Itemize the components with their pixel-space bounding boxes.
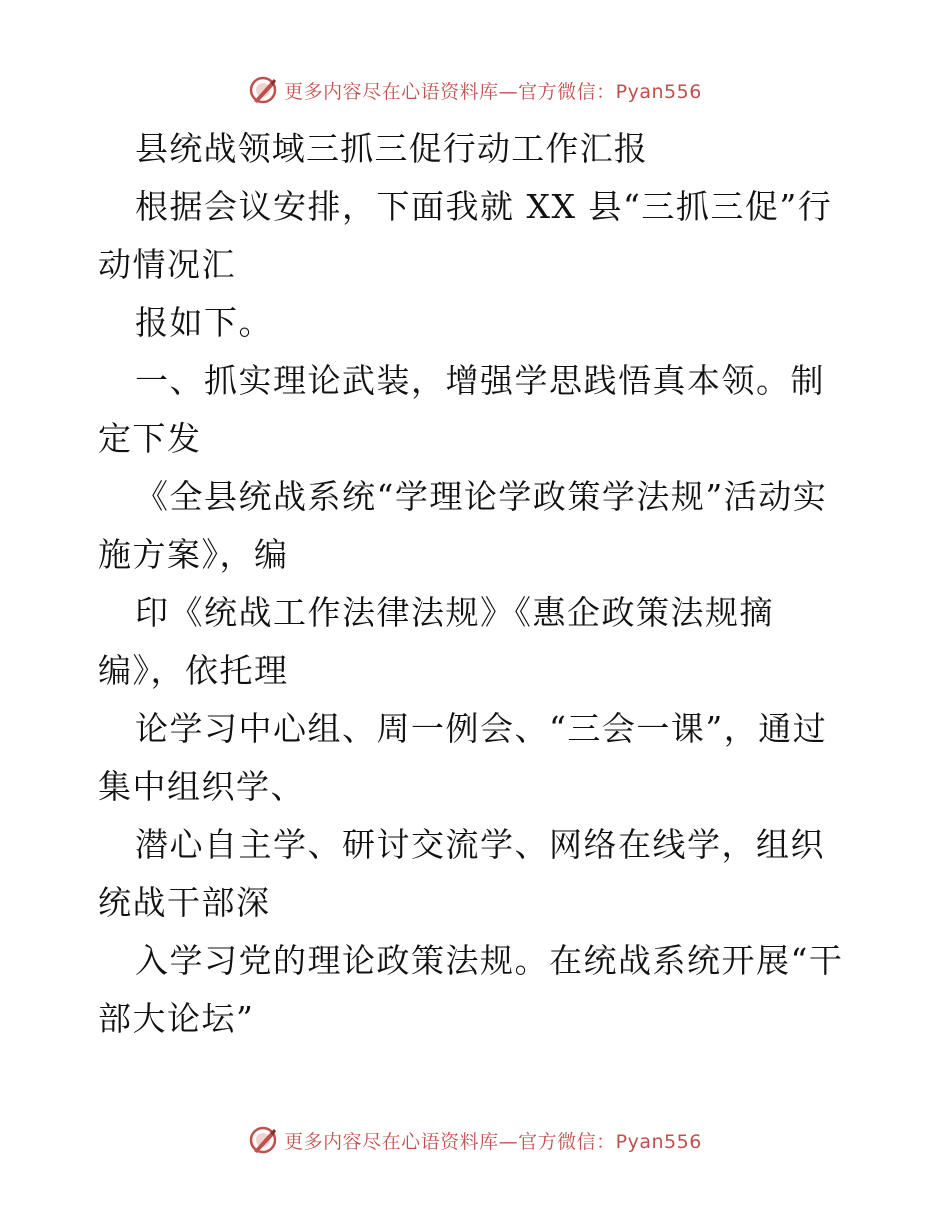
paragraph: 《全县统战系统“学理论学政策学法规”活动实施方案》，编 bbox=[98, 477, 828, 574]
document-body bbox=[98, 120, 858, 1048]
paragraph: 入学习党的理论政策法规。在统战系统开展“干部大论坛” bbox=[98, 941, 844, 1038]
paragraph: 报如下。 bbox=[135, 303, 273, 342]
footer-watermark bbox=[0, 1120, 950, 1160]
paragraph: 印《统战工作法律法规》《惠企政策法规摘编》，依托理 bbox=[98, 593, 774, 690]
watermark-text: 更多内容尽在心语资料库—官方微信：Pyan556 bbox=[284, 1130, 702, 1153]
watermark-text: 更多内容尽在心语资料库—官方微信：Pyan556 bbox=[284, 80, 702, 103]
paragraph: 潜心自主学、研讨交流学、网络在线学，组织统战干部深 bbox=[98, 825, 825, 922]
header-watermark bbox=[0, 70, 950, 110]
pen-seal-icon bbox=[248, 75, 278, 105]
paragraph: 论学习中心组、周一例会、“三会一课”，通过集中组织学、 bbox=[98, 709, 828, 806]
document-title: 县统战领域三抓三促行动工作汇报 bbox=[135, 129, 648, 168]
paragraph: 一、抓实理论武装，增强学思践悟真本领。制定下发 bbox=[98, 361, 825, 458]
paragraph: 根据会议安排，下面我就 XX 县“三抓三促”行动情况汇 bbox=[98, 187, 833, 284]
pen-seal-icon bbox=[248, 1125, 278, 1155]
